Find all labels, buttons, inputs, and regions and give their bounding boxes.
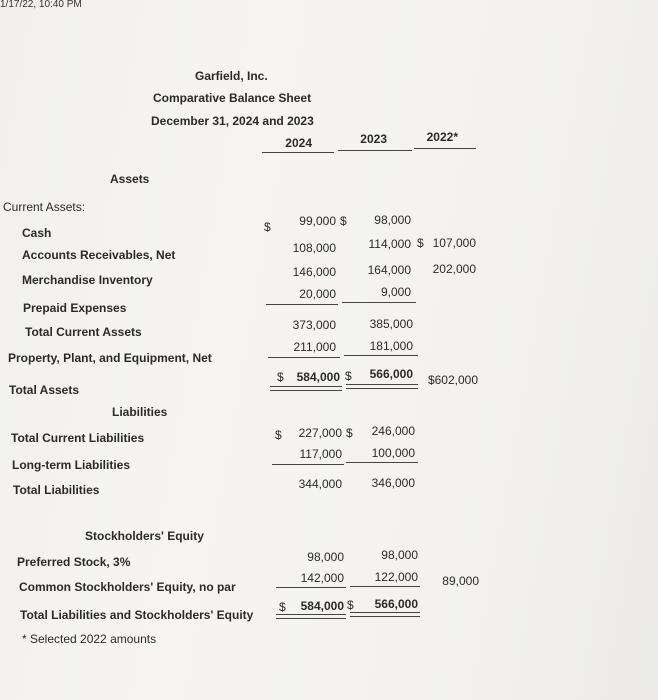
row-label-ppe: Property, Plant, and Equipment, Net <box>8 351 212 365</box>
row-label-long-term-liabilities: Long-term Liabilities <box>12 458 131 472</box>
footnote: * Selected 2022 amounts <box>22 632 157 646</box>
cell-ar-2022: 107,000 <box>432 236 476 250</box>
cell-tca-2023: 385,000 <box>369 317 413 331</box>
cell-tcl-2024: 227,000 <box>298 426 342 440</box>
column-header-2024: 2024 <box>285 136 312 150</box>
dollar-sign: $ <box>345 369 352 383</box>
cell-tl-2024: 344,000 <box>298 477 342 491</box>
company-name: Garfield, Inc. <box>195 69 268 83</box>
column-rule <box>414 148 476 149</box>
row-label-common-equity: Common Stockholders' Equity, no par <box>19 580 236 594</box>
cell-inventory-2023: 164,000 <box>367 263 411 277</box>
row-label-total-current-liabilities: Total Current Liabilities <box>11 431 145 445</box>
cell-prepaid-2023: 9,000 <box>380 285 411 299</box>
cell-pref-2024: 98,000 <box>307 550 344 564</box>
row-label-cash: Cash <box>22 226 52 240</box>
subtotal-rule <box>344 355 418 356</box>
cell-cash-2023: 98,000 <box>374 213 411 227</box>
subtotal-rule <box>342 302 416 303</box>
total-double-rule <box>350 612 420 617</box>
cell-ta-2024: 584,000 <box>296 370 340 384</box>
cell-ar-2023: 114,000 <box>368 237 411 251</box>
cell-ltl-2023: 100,000 <box>371 446 415 460</box>
cell-common-2024: 142,000 <box>300 571 344 585</box>
dollar-sign: $ <box>417 236 424 250</box>
row-label-total-current-assets: Total Current Assets <box>25 325 142 339</box>
equity-heading: Stockholders' Equity <box>85 529 204 543</box>
column-rule <box>338 150 412 151</box>
statement-title: Comparative Balance Sheet <box>153 91 312 105</box>
cell-cash-2024: 99,000 <box>299 214 336 228</box>
dollar-sign: $ <box>279 600 286 614</box>
row-label-accounts-receivable: Accounts Receivables, Net <box>22 248 176 262</box>
subtotal-rule <box>276 587 346 588</box>
statement-date: December 31, 2024 and 2023 <box>151 114 314 128</box>
cell-tca-2024: 373,000 <box>292 318 336 332</box>
dollar-sign: $ <box>264 220 271 234</box>
dollar-sign: $ <box>346 426 353 440</box>
cell-pref-2023: 98,000 <box>381 548 418 562</box>
cell-tcl-2023: 246,000 <box>371 424 415 438</box>
total-double-rule <box>276 614 346 619</box>
cell-ppe-2023: 181,000 <box>369 339 413 353</box>
column-header-2022: 2022* <box>426 130 458 144</box>
cell-ppe-2024: 211,000 <box>293 340 336 354</box>
cell-ltl-2024: 117,000 <box>299 447 342 461</box>
column-header-2023: 2023 <box>360 132 387 146</box>
row-label-total-liabilities-and-equity: Total Liabilities and Stockholders' Equity <box>20 608 254 622</box>
cell-tle-2023: 566,000 <box>374 597 418 611</box>
cell-prepaid-2024: 20,000 <box>299 287 336 301</box>
row-label-prepaid-expenses: Prepaid Expenses <box>23 301 127 315</box>
current-assets-heading: Current Assets: <box>3 200 86 214</box>
cell-ta-2022: $602,000 <box>427 373 478 387</box>
row-label-total-assets: Total Assets <box>9 383 80 397</box>
row-label-merchandise-inventory: Merchandise Inventory <box>22 273 153 287</box>
total-double-rule <box>346 384 418 389</box>
row-label-preferred-stock: Preferred Stock, 3% <box>17 555 131 569</box>
dollar-sign: $ <box>277 370 284 384</box>
cell-inventory-2024: 146,000 <box>292 265 336 279</box>
subtotal-rule <box>346 462 418 463</box>
subtotal-rule <box>272 464 344 465</box>
cell-ar-2024: 108,000 <box>292 241 336 255</box>
assets-heading: Assets <box>110 172 150 186</box>
liabilities-heading: Liabilities <box>112 405 168 419</box>
cell-common-2023: 122,000 <box>374 570 418 584</box>
dollar-sign: $ <box>340 214 347 228</box>
subtotal-rule <box>350 586 420 587</box>
cell-inventory-2022: 202,000 <box>432 262 476 276</box>
subtotal-rule <box>266 304 338 305</box>
subtotal-rule <box>268 357 340 358</box>
column-rule <box>262 152 334 153</box>
cell-tle-2024: 584,000 <box>300 599 344 613</box>
timestamp: 1/17/22, 10:40 PM <box>0 0 82 10</box>
cell-ta-2023: 566,000 <box>369 367 413 381</box>
total-double-rule <box>270 386 342 391</box>
row-label-total-liabilities: Total Liabilities <box>13 483 100 497</box>
cell-tl-2023: 346,000 <box>371 476 415 490</box>
dollar-sign: $ <box>275 428 282 442</box>
dollar-sign: $ <box>347 598 354 612</box>
cell-common-2022: 89,000 <box>442 574 479 588</box>
